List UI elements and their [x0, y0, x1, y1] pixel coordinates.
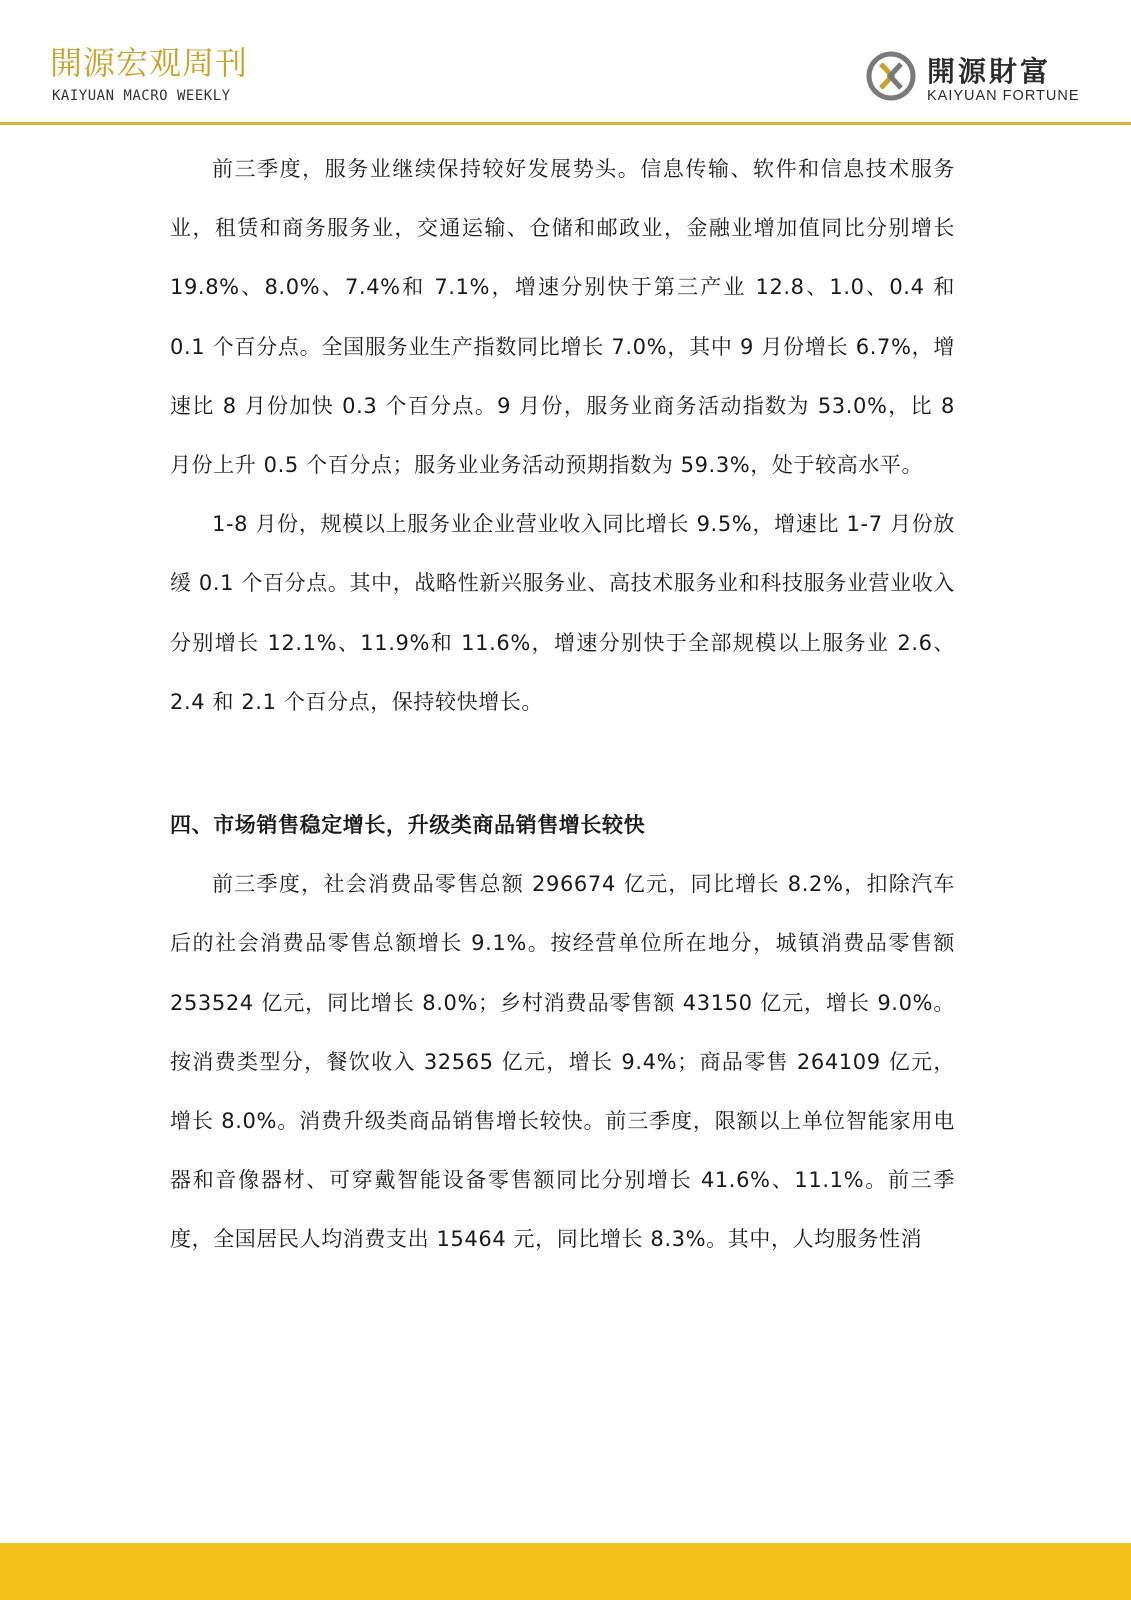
company-logo — [865, 50, 1115, 110]
article-body — [170, 140, 955, 1270]
logo-text-en: KAIYUAN FORTUNE — [927, 88, 1080, 104]
paragraph-services-growth: 前三季度，服务业继续保持较好发展势头。信息传输、软件和信息技术服务业，租赁和商务服务业，交通运输、仓储和邮政业，金融业增加值同比分别增长 19.8%、8.0%、7.4%和 7.1%，增速分别快于第三产业 12.8、1.0、0.4 和 0.1 个百分点。全国服务业生产指数同比增长 7.0%，其中 9 月份增长 6.7%，增速比 8 月份加快 0.3 个百分点。9 月份，服务业商务活动指数为 53.0%，比 8 月份上升 0.5 个百分点；服务业业务活动预期指数为 59.3%，处于较高水平。 — [170, 157, 955, 478]
section-heading: 四、市场销售稳定增长，升级类商品销售增长较快 — [170, 813, 646, 838]
kaiyuan-logo-icon — [865, 50, 917, 102]
brand-subtitle: KAIYUAN MACRO WEEKLY — [52, 88, 231, 104]
brand-title: 開源宏观周刊 — [50, 44, 249, 82]
paragraph-retail-sales: 前三季度，社会消费品零售总额 296674 亿元，同比增长 8.2%，扣除汽车后的社会消费品零售总额增长 9.1%。按经营单位所在地分，城镇消费品零售额 253524 亿元，同比增长 8.0%；乡村消费品零售额 43150 亿元，增长 9.0%。按消费类型分，餐饮收入 32565 亿元，增长 9.4%；商品零售 264109 亿元，增长 8.0%。消费升级类商品销售增长较快。前三季度，限额以上单位智能家用电器和音像器材、可穿戴智能设备零售额同比分别增长 41.6%、11.1%。前三季度，全国居民人均消费支出 15464 元，同比增长 8.3%。其中，人均服务性消 — [170, 872, 955, 1252]
header-divider — [0, 122, 1131, 125]
paragraph-services-revenue: 1-8 月份，规模以上服务业企业营业收入同比增长 9.5%，增速比 1-7 月份放缓 0.1 个百分点。其中，战略性新兴服务业、高技术服务业和科技服务业营业收入分别增长 12.1%、11.9%和 11.6%，增速分别快于全部规模以上服务业 2.6、2.4 和 2.1 个百分点，保持较快增长。 — [170, 512, 955, 714]
footer-band — [0, 1543, 1131, 1600]
logo-text-cn: 開源財富 — [927, 55, 1052, 88]
page-header — [0, 0, 1131, 128]
